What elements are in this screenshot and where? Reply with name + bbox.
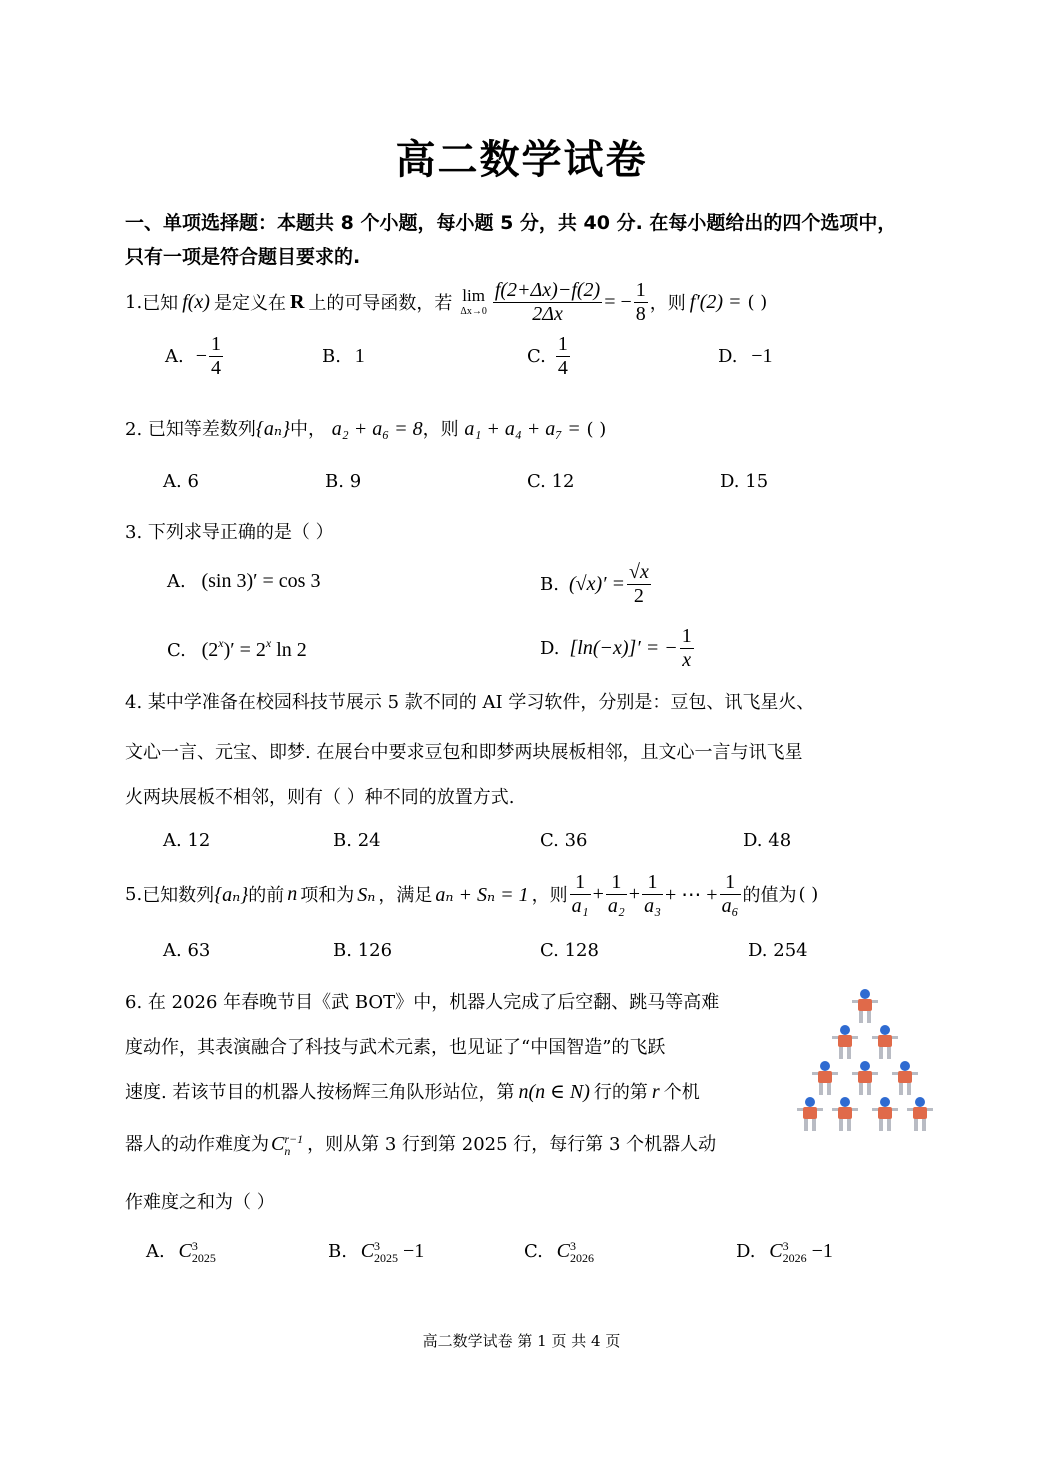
q5-option-a[interactable]: A. 63	[163, 940, 211, 961]
robot-figure	[797, 1097, 823, 1131]
robot-figure	[872, 1025, 898, 1059]
question-6-line2: 度动作，其表演融合了科技与武术元素，也见证了“中国智造”的飞跃	[125, 1037, 666, 1058]
robot-figure	[852, 1061, 878, 1095]
q6-option-c[interactable]: C. C 3 2026	[524, 1239, 594, 1265]
question-4-line1: 4. 某中学准备在校园科技节展示 5 款不同的 AI 学习软件，分别是：豆包、讯飞星火、	[125, 692, 815, 713]
robot-figure	[852, 989, 878, 1023]
q3-option-d[interactable]: D. [ln(−x)]′ = − $\frac{1}{x}$	[540, 624, 692, 671]
q1-option-b[interactable]: B. 1	[322, 345, 365, 367]
q2-option-c[interactable]: C. 12	[527, 471, 575, 492]
page-footer: 高二数学试卷 第 1 页 共 4 页	[422, 1332, 621, 1350]
q6-option-d[interactable]: D. C 3 2026 −1	[736, 1239, 833, 1265]
robot-figure	[832, 1025, 858, 1059]
q6-option-b[interactable]: B. C 3 2025 −1	[328, 1239, 425, 1265]
robot-figure	[812, 1061, 838, 1095]
question-6-line3: 速度. 若该节目的机器人按杨辉三角队形站位，第 n(n ∈ N) 行的第 r 个机	[125, 1081, 700, 1103]
q5-option-c[interactable]: C. 128	[540, 940, 599, 961]
question-1-stem: 1. 已知 f(x) 是定义在 R 上的可导函数，若 lim Δx→0 $\frac{f(2+\Delta x)-f(2)}{2\Delta x}$ = − $\frac{1}{8}$ ，则 f′(2) = ( )	[125, 278, 768, 325]
q2-option-b[interactable]: B. 9	[325, 471, 362, 492]
question-5-stem: 5. 已知数列 {aₙ} 的前 n 项和为 Sₙ ，满足 aₙ + Sₙ = 1 ，则 $\frac{1}{\text{a₁}}$ + $\frac{1}{\text{a₂}}$ + $\frac{1}{\text{a₃}}$ + ⋯ + $\frac{1}{\text{a₆}}$ 的值为 ( )	[125, 870, 819, 917]
q6-option-a[interactable]: A. C 3 2025	[146, 1239, 216, 1265]
q3-option-c[interactable]: C. $(2^x)' = 2^x$ ln 2	[167, 636, 307, 661]
q4-option-a[interactable]: A. 12	[163, 830, 211, 851]
robot-figure	[892, 1061, 918, 1095]
question-4-line3: 火两块展板不相邻，则有（ ）种不同的放置方式.	[125, 787, 515, 808]
section-heading-line2: 只有一项是符合题目要求的.	[125, 246, 361, 268]
q1-option-d[interactable]: D. −1	[718, 345, 773, 367]
question-6-line5: 作难度之和为（ ）	[125, 1192, 275, 1213]
question-6-line4: 器人的动作难度为 C r−1 n ，则从第 3 行到第 2025 行，每行第 3 个机器人动	[125, 1132, 717, 1158]
q4-option-c[interactable]: C. 36	[540, 830, 588, 851]
q3-option-b[interactable]: B. (√x)′ = $\frac{√x}{2}$	[540, 560, 649, 607]
q1-option-a[interactable]: A. − $\frac{1}{4}$	[165, 332, 222, 379]
q5-option-d[interactable]: D. 254	[748, 940, 808, 961]
question-3-stem: 3. 下列求导正确的是（ ）	[125, 522, 334, 543]
q2-option-a[interactable]: A. 6	[163, 471, 199, 492]
robot-figure	[872, 1097, 898, 1131]
question-6-line1: 6. 在 2026 年春晚节目《武 BOT》中，机器人完成了后空翻、跳马等高难	[125, 992, 720, 1013]
robot-pyramid-image	[795, 985, 935, 1145]
question-2-stem: 2. 已知等差数列{aₙ}中， a₂ + a₆ = 8，则 a₁ + a₄ + a₇ = ( )	[125, 418, 607, 440]
q4-option-b[interactable]: B. 24	[333, 830, 381, 851]
robot-figure	[832, 1097, 858, 1131]
page-title: 高二数学试卷	[395, 137, 648, 183]
q5-option-b[interactable]: B. 126	[333, 940, 393, 961]
q2-option-d[interactable]: D. 15	[720, 471, 769, 492]
question-4-line2: 文心一言、元宝、即梦. 在展台中要求豆包和即梦两块展板相邻，且文心一言与讯飞星	[125, 742, 803, 763]
robot-figure	[907, 1097, 933, 1131]
q1-option-c[interactable]: C. $\frac{1}{4}$	[527, 332, 568, 379]
q4-option-d[interactable]: D. 48	[743, 830, 792, 851]
q3-option-a[interactable]: A. (sin 3)′ = cos 3	[167, 570, 321, 592]
section-heading-line1: 一、单项选择题：本题共 8 个小题，每小题 5 分，共 40 分. 在每小题给出的四个选项中，	[125, 212, 897, 234]
